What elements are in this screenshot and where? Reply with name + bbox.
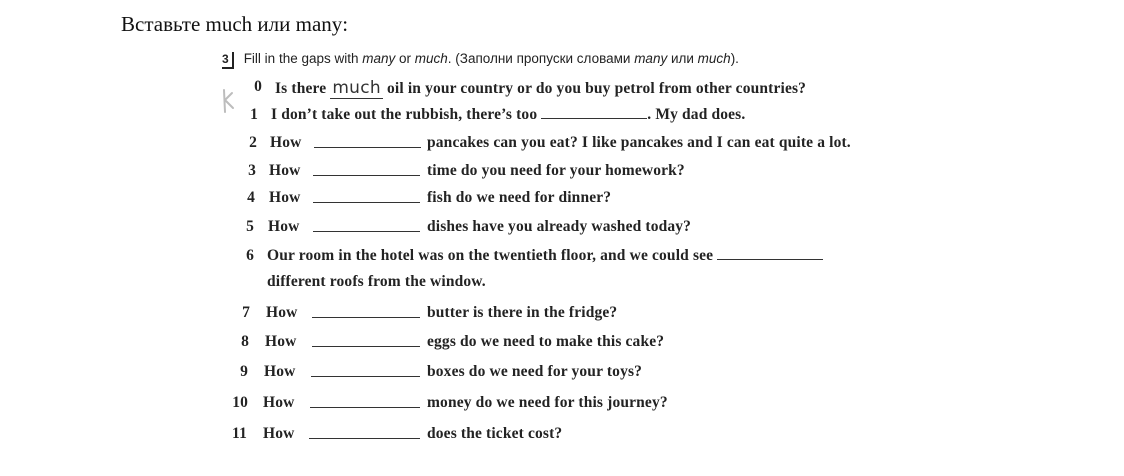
item-number: 5 [246, 218, 254, 235]
item-text-before: Our room in the hotel was on the twentieth floor, and we could see [267, 247, 714, 264]
item-text-before: How [269, 162, 301, 179]
instruction-em: many [634, 51, 668, 66]
item-text-after: oil in your country or do you buy petrol from other countries? [387, 80, 807, 97]
item-number: 0 [254, 78, 262, 95]
page-title: Вставьте much или many: [121, 12, 349, 36]
instruction-text: Fill in the gaps with [243, 51, 363, 66]
exercise-instruction [222, 51, 739, 69]
item-text-after: pancakes can you eat? I like pancakes and I can eat quite a lot. [427, 134, 851, 151]
item-text-after: . My dad does. [647, 106, 746, 123]
item-text-after: eggs do we need to make this cake? [427, 333, 665, 350]
item-text-before: How [270, 134, 302, 151]
instruction-text: . (Заполни пропуски словами [447, 51, 635, 66]
handwritten-answer: much [332, 78, 381, 98]
item-number: 11 [232, 425, 247, 442]
item-number: 10 [232, 394, 248, 411]
item-number: 3 [248, 162, 256, 179]
item-text-before: How [263, 425, 295, 442]
instruction-em: many [362, 51, 396, 66]
item-text-before: How [268, 218, 300, 235]
item-text-continuation: different roofs from the window. [267, 273, 486, 290]
item-number: 9 [240, 363, 248, 380]
answer-blank[interactable] [717, 247, 823, 260]
item-text-before: How [269, 189, 301, 206]
item-number: 8 [241, 333, 249, 350]
answer-blank[interactable] [310, 395, 420, 408]
exercise-number: 3 [222, 52, 234, 69]
item-text-after: does the ticket cost? [427, 425, 563, 442]
item-text-before: How [266, 304, 298, 321]
item-text-after: money do we need for this journey? [427, 394, 668, 411]
instruction-text: или [667, 51, 698, 66]
item-text-after: fish do we need for dinner? [427, 189, 612, 206]
item-text [275, 78, 806, 98]
item-text-after: time do you need for your homework? [427, 162, 685, 179]
item-number: 6 [246, 247, 254, 264]
item-text [267, 247, 823, 265]
item-number: 1 [250, 106, 258, 123]
instruction-text: or [395, 51, 415, 66]
answer-blank[interactable] [314, 135, 421, 148]
item-number: 7 [242, 304, 250, 321]
item-text-after: boxes do we need for your toys? [427, 363, 643, 380]
item-text [271, 106, 745, 124]
item-text-before: How [264, 363, 296, 380]
answer-blank[interactable] [311, 364, 420, 377]
answer-blank[interactable] [313, 163, 420, 176]
item-text-after: dishes have you already washed today? [427, 218, 692, 235]
item-text-before: How [263, 394, 295, 411]
answer-blank[interactable] [312, 334, 420, 347]
item-text-before: How [265, 333, 297, 350]
answer-blank[interactable] [309, 426, 420, 439]
item-number: 2 [249, 134, 257, 151]
instruction-em: much [414, 51, 448, 66]
item-text-before: I don’t take out the rubbish, there’s too [271, 106, 538, 123]
item-text-after: butter is there in the fridge? [427, 304, 618, 321]
answer-blank[interactable] [312, 305, 420, 318]
instruction-text: ). [730, 51, 739, 66]
item-number: 4 [247, 189, 255, 206]
answer-blank[interactable] [541, 106, 647, 119]
answer-blank[interactable] [313, 219, 420, 232]
answer-blank[interactable] [313, 190, 420, 203]
instruction-em: much [697, 51, 731, 66]
item-text-before: Is there [275, 80, 327, 97]
